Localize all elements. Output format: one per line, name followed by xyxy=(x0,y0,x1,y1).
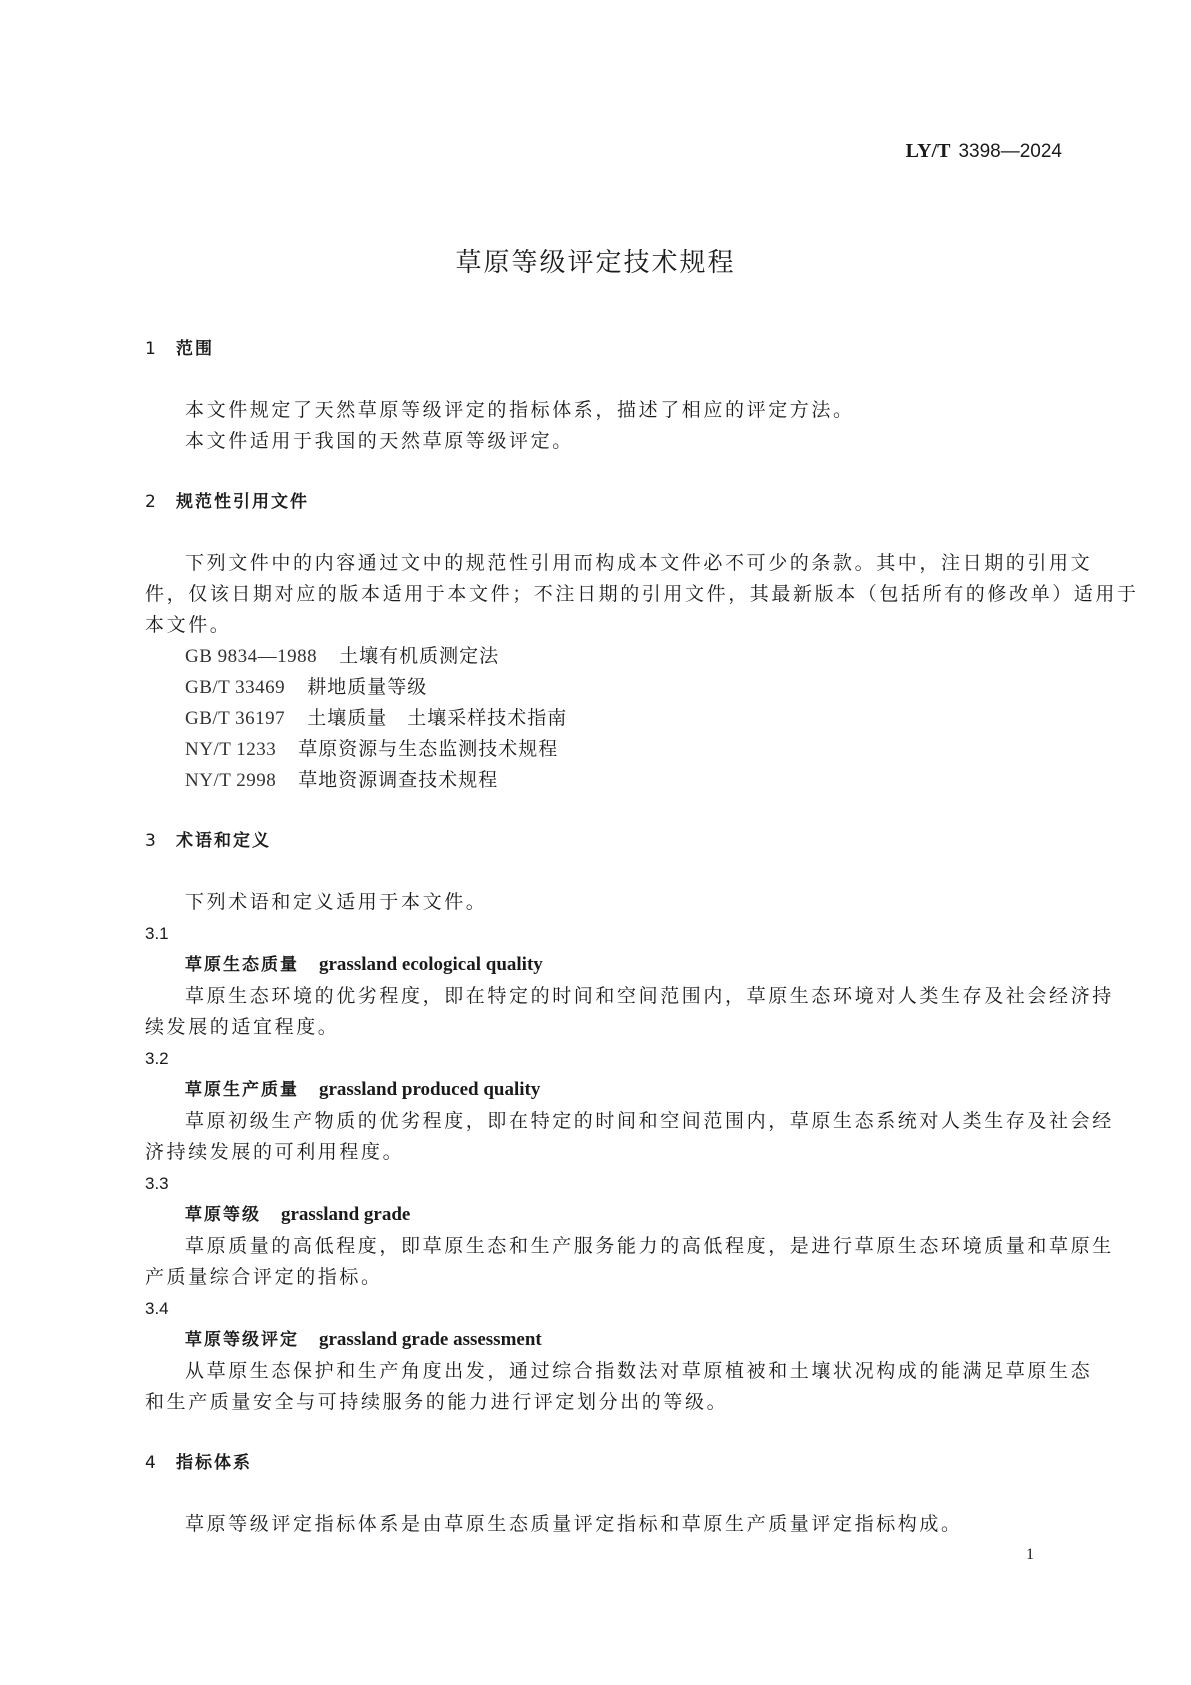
term-en: grassland ecological quality xyxy=(319,954,543,975)
section-number: 4 xyxy=(145,1453,158,1473)
reference-code: GB/T 36197 xyxy=(185,708,286,729)
term-definition-line: 草原质量的高低程度，即草原生态和生产服务能力的高低程度，是进行草原生态环境质量和草原生 xyxy=(185,1235,1114,1257)
term-zh: 草原生态质量 xyxy=(185,955,299,975)
section-number: 3 xyxy=(145,831,158,851)
term-heading xyxy=(145,949,1062,981)
section-heading-terms xyxy=(145,826,1062,857)
term-number: 3.4 xyxy=(145,1299,169,1318)
section-terms-body xyxy=(145,887,1114,1418)
term-number: 3.3 xyxy=(145,1174,169,1193)
term-definition-line: 草原初级生产物质的优劣程度，即在特定的时间和空间范围内，草原生态系统对人类生存及社会经 xyxy=(185,1110,1114,1132)
reference-item xyxy=(145,765,1062,796)
paragraph: 本文件适用于我国的天然草原等级评定。 xyxy=(185,430,574,452)
term-heading xyxy=(145,1199,1062,1231)
section-references-body xyxy=(145,548,1139,796)
term-definition-line: 和生产质量安全与可持续服务的能力进行评定划分出的等级。 xyxy=(145,1391,729,1413)
reference-name: 土壤质量 土壤采样技术指南 xyxy=(307,707,568,729)
reference-name: 草地资源调查技术规程 xyxy=(298,769,499,791)
term-definition-line: 草原生态环境的优劣程度，即在特定的时间和空间范围内，草原生态环境对人类生存及社会经济持 xyxy=(185,985,1114,1007)
term-zh: 草原生产质量 xyxy=(185,1080,299,1100)
paragraph: 草原等级评定指标体系是由草原生态质量评定指标和草原生产质量评定指标构成。 xyxy=(185,1513,963,1535)
section-heading-scope xyxy=(145,334,1062,365)
paragraph: 下列术语和定义适用于本文件。 xyxy=(185,891,488,913)
standard-number: 3398—2024 xyxy=(958,141,1062,162)
reference-code: GB 9834—1988 xyxy=(185,646,318,667)
reference-name: 草原资源与生态监测技术规程 xyxy=(298,738,559,760)
reference-code: NY/T 1233 xyxy=(185,739,277,760)
reference-name: 土壤有机质测定法 xyxy=(339,645,500,667)
paragraph: 本文件规定了天然草原等级评定的指标体系，描述了相应的评定方法。 xyxy=(185,399,855,421)
section-title: 范围 xyxy=(176,339,214,359)
reference-item xyxy=(145,672,1062,703)
reference-code: GB/T 33469 xyxy=(185,677,286,698)
reference-name: 耕地质量等级 xyxy=(307,676,428,698)
term-number: 3.1 xyxy=(145,924,169,943)
reference-item xyxy=(145,734,1062,765)
reference-item xyxy=(145,703,1062,734)
term-definition-line: 从草原生态保护和生产角度出发，通过综合指数法对草原植被和土壤状况构成的能满足草原生态 xyxy=(185,1360,1093,1382)
section-title: 术语和定义 xyxy=(176,831,271,851)
term-en: grassland grade assessment xyxy=(319,1329,542,1350)
term-en: grassland grade xyxy=(281,1204,411,1225)
paragraph-line: 下列文件中的内容通过文中的规范性引用而构成本文件必不可少的条款。其中，注日期的引用文 xyxy=(185,552,1093,574)
section-heading-indicator-system xyxy=(145,1448,1062,1479)
term-definition-line: 续发展的适宜程度。 xyxy=(145,1016,340,1038)
reference-item xyxy=(145,641,1062,672)
paragraph-line: 件，仅该日期对应的版本适用于本文件；不注日期的引用文件，其最新版本（包括所有的修改单）适用于 xyxy=(145,583,1139,605)
term-heading xyxy=(145,1324,1062,1356)
reference-code: NY/T 2998 xyxy=(185,770,277,791)
term-zh: 草原等级评定 xyxy=(185,1330,299,1350)
term-heading xyxy=(145,1074,1062,1106)
section-heading-normative-references xyxy=(145,487,1062,518)
term-definition-line: 产质量综合评定的指标。 xyxy=(145,1266,383,1288)
document-title: 草原等级评定技术规程 xyxy=(455,248,736,278)
page-number: 1 xyxy=(1026,1546,1034,1563)
term-number: 3.2 xyxy=(145,1049,169,1068)
document-body xyxy=(145,334,1139,1540)
section-title: 规范性引用文件 xyxy=(176,492,309,512)
section-number: 1 xyxy=(145,339,158,359)
standard-prefix: LY/T xyxy=(905,140,951,162)
section-scope-body xyxy=(145,395,1062,457)
term-definition-line: 济持续发展的可利用程度。 xyxy=(145,1141,405,1163)
standard-code-header xyxy=(906,140,1062,163)
term-zh: 草原等级 xyxy=(185,1205,261,1225)
term-en: grassland produced quality xyxy=(319,1079,541,1100)
paragraph-line: 本文件。 xyxy=(145,614,232,636)
section-title: 指标体系 xyxy=(176,1453,252,1473)
section-number: 2 xyxy=(145,492,158,512)
